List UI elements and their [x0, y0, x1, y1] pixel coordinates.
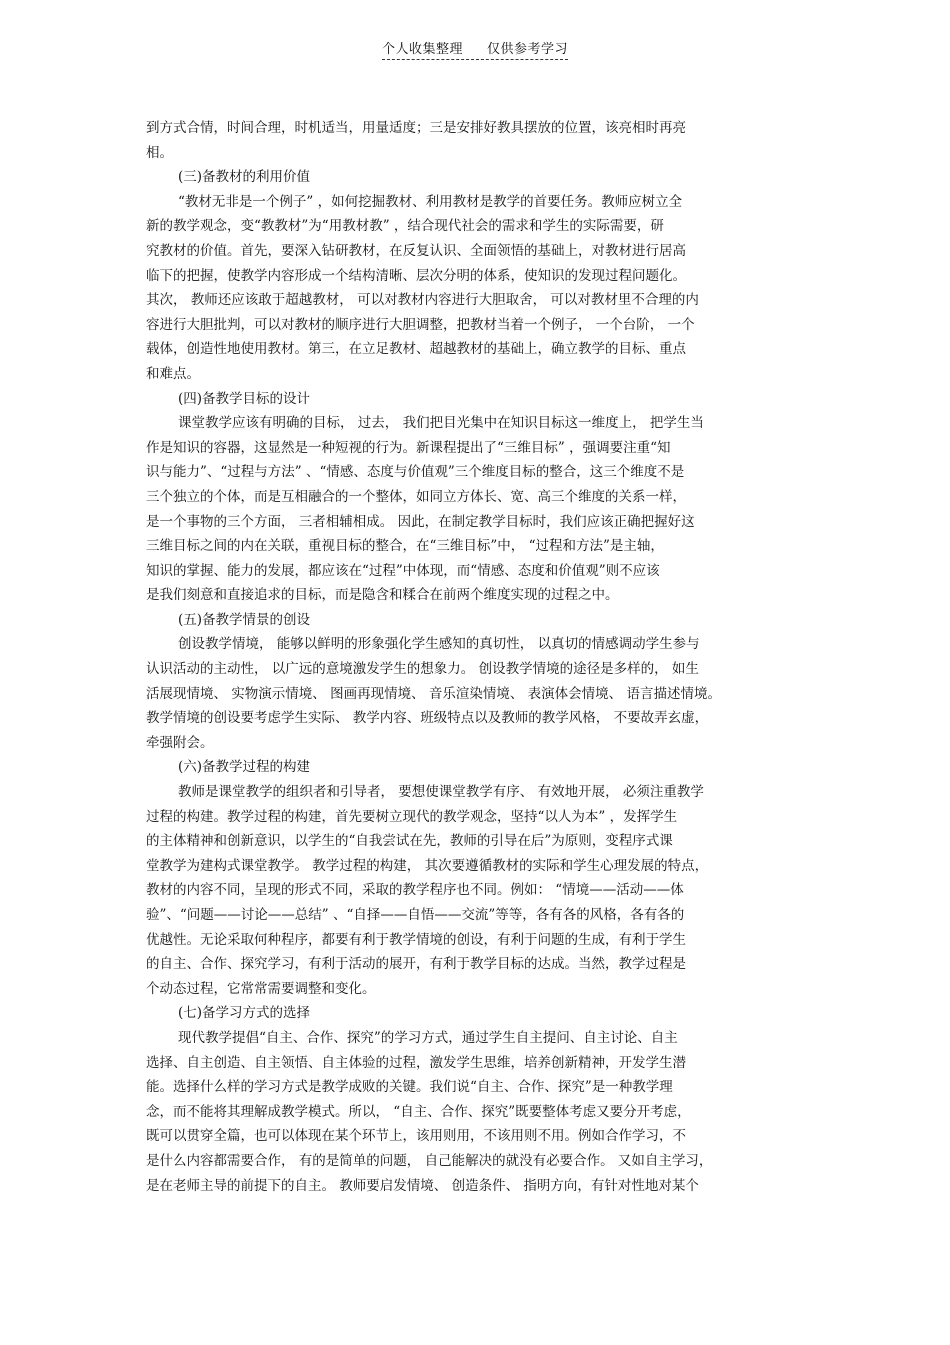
paragraph-line: 其次， 教师还应该敢于超越教材， 可以对教材内容进行大胆取舍， 可以对教材里不合理的内 — [146, 292, 699, 309]
paragraph-line: “教材无非是一个例子” ，如何挖掘教材、利用教材是教学的首要任务。教师应树立全 — [178, 193, 683, 210]
paragraph-line: 容进行大胆批判，可以对教材的顺序进行大胆调整，把教材当着一个例子， 一个台阶， 一个 — [146, 316, 695, 333]
paragraph-line: 是我们刻意和直接追求的目标，而是隐含和糅合在前两个维度实现的过程之中。 — [146, 587, 619, 604]
paragraph-line: 能。选择什么样的学习方式是教学成败的关键。我们说“自主、合作、探究”是一种教学理 — [146, 1079, 673, 1096]
paragraph-line: 选择、自主创造、自主领悟、自主体验的过程，激发学生思维，培养创新精神，开发学生潜 — [146, 1054, 686, 1071]
paragraph-line: 是什么内容都需要合作， 有的是简单的问题， 自己能解决的就没有必要合作。 又如自主学习， — [146, 1152, 713, 1169]
paragraph-line: 三维目标之间的内在关联，重视目标的整合，在“三维目标”中， “过程和方法”是主轴， — [146, 538, 664, 555]
paragraph-line: 既可以贯穿全篇，也可以体现在某个环节上，该用则用，不该用则不用。例如合作学习，不 — [146, 1128, 686, 1145]
paragraph-line: 活展现情境、 实物演示情境、 图画再现情境、 音乐渲染情境、 表演体会情境、 语言描述情境。 — [146, 685, 721, 702]
paragraph-line: 优越性。无论采取何种程序，都要有利于教学情境的创设，有利于问题的生成，有利于学生 — [146, 931, 686, 948]
paragraph-line: 和难点。 — [146, 365, 200, 382]
paragraph-line: 堂教学为建构式课堂教学。 教学过程的构建， 其次要遵循教材的实际和学生心理发展的特点， — [146, 857, 709, 874]
paragraph-line: 究教材的价值。首先，要深入钻研教材，在反复认识、全面领悟的基础上，对教材进行居高 — [146, 242, 686, 259]
section-heading: (四)备教学目标的设计 — [178, 390, 311, 407]
paragraph-line: 个动态过程，它常常需要调整和变化。 — [146, 980, 376, 997]
paragraph-line: 知识的掌握、能力的发展，都应该在“过程”中体现，而“情感、态度和价值观”则不应该 — [146, 562, 660, 579]
paragraph-line: 教学情境的创设要考虑学生实际、 教学内容、班级特点以及教师的教学风格， 不要故弄玄虚， — [146, 710, 709, 727]
paragraph-line: 教材的内容不同，呈现的形式不同，采取的教学程序也不同。例如： “情境——活动——体 — [146, 882, 684, 899]
paragraph-line: 过程的构建。教学过程的构建，首先要树立现代的教学观念，坚持“以人为本” ，发挥学生 — [146, 808, 678, 825]
paragraph-line: 课堂教学应该有明确的目标， 过去， 我们把目光集中在知识目标这一维度上， 把学生当 — [178, 415, 704, 432]
paragraph-line: 的主体精神和创新意识，以学生的“自我尝试在先，教师的引导在后”为原则，变程序式课 — [146, 833, 673, 850]
paragraph-line: 创设教学情境， 能够以鲜明的形象强化学生感知的真切性， 以真切的情感调动学生参与 — [178, 636, 700, 653]
paragraph-line: 牵强附会。 — [146, 734, 214, 751]
paragraph-line: 念，而不能将其理解成教学模式。所以， “自主、合作、探究”既要整体考虑又要分开考虑， — [146, 1103, 691, 1120]
section-heading: (三)备教材的利用价值 — [178, 169, 311, 186]
paragraph-line: 是一个事物的三个方面， 三者相辅相成。 因此，在制定教学目标时，我们应该正确把握好这 — [146, 513, 695, 530]
paragraph-line: 作是知识的容器，这显然是一种短视的行为。新课程提出了“三维目标” ，强调要注重“知 — [146, 439, 671, 456]
paragraph-line: 的自主、合作、探究学习，有利于活动的展开，有利于教学目标的达成。当然，教学过程是 — [146, 956, 686, 973]
document-body — [146, 116, 806, 1198]
paragraph-line: 新的教学观念，变“教教材”为“用教材教” ，结合现代社会的需求和学生的实际需要，研 — [146, 218, 664, 235]
header-right-text: 仅供参考学习 — [486, 42, 568, 57]
paragraph-line: 临下的把握，使教学内容形成一个结构清晰、层次分明的体系，使知识的发现过程问题化。 — [146, 267, 686, 284]
section-heading: (六)备教学过程的构建 — [178, 759, 311, 776]
paragraph-line: 到方式合情，时间合理，时机适当，用量适度；三是安排好教具摆放的位置，该亮相时再亮 — [146, 120, 686, 136]
header-left-text: 个人收集整理 — [382, 42, 464, 57]
section-heading: (七)备学习方式的选择 — [178, 1005, 311, 1022]
paragraph-line: 识与能力”、“过程与方法” 、“情感、态度与价值观”三个维度目标的整合，这三个维度不是 — [146, 464, 685, 481]
page-header — [382, 38, 568, 60]
paragraph-line: 教师是课堂教学的组织者和引导者， 要想使课堂教学有序、 有效地开展， 必须注重教学 — [178, 784, 704, 801]
paragraph-line: 现代教学提倡“自主、合作、探究”的学习方式，通过学生自主提问、自主讨论、自主 — [178, 1029, 678, 1046]
section-heading: (五)备教学情景的创设 — [178, 611, 311, 628]
paragraph-line: 认识活动的主动性， 以广远的意境激发学生的想象力。 创设教学情境的途径是多样的， 如生 — [146, 661, 699, 678]
paragraph-line: 三个独立的个体，而是互相融合的一个整体，如同立方体长、宽、高三个维度的关系一样， — [146, 488, 686, 505]
paragraph-line: 验”、“问题——讨论——总结” 、“自择——自悟——交流”等等，各有各的风格，各有各的 — [146, 907, 685, 923]
paragraph-line: 是在老师主导的前提下的自主。 教师要启发情境、 创造条件、 指明方向，有针对性地对某个 — [146, 1177, 699, 1194]
paragraph-line: 载体，创造性地使用教材。第三，在立足教材、超越教材的基础上，确立教学的目标、重点 — [146, 341, 686, 358]
paragraph-line: 相。 — [146, 144, 173, 161]
